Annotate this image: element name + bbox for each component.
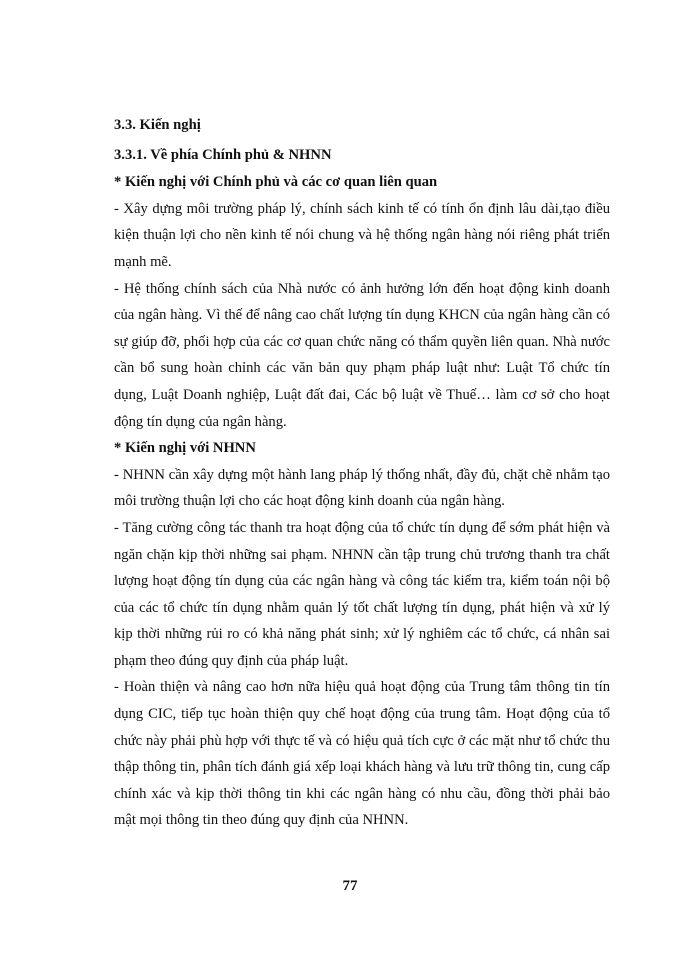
nhnn-paragraph: - Tăng cường công tác thanh tra hoạt động của tổ chức tín dụng để sớm phát hiện và ngăn chặn kịp thời những sai phạm. NHNN cần tập trung chủ trương thanh tra chất lượng hoạt động tín dụng của các ngân hàng và công tác kiểm tra, kiểm toán nội bộ của các tổ chức tín dụng nhằm quản lý tốt chất lượng tín dụng, phát hiện và xử lý kịp thời những rủi ro có khả năng phát sinh; xử lý nghiêm các tổ chức, cá nhân sai phạm theo đúng quy định của pháp luật. — [114, 519, 610, 669]
government-paragraph: - Hệ thống chính sách của Nhà nước có ảnh hưởng lớn đến hoạt động kinh doanh của ngân hàng. Vì thế để nâng cao chất lượng tín dụng KHCN của ngân hàng cần có sự giúp đỡ, phối hợp của các cơ quan chức năng có thẩm quyền liên quan. Nhà nước cần bổ sung hoàn chỉnh các văn bản quy phạm pháp luật như: Luật Tổ chức tín dụng, Luật Doanh nghiệp, Luật đất đai, Các bộ luật về Thuế… làm cơ sở cho hoạt động tín dụng của ngân hàng. — [114, 280, 610, 430]
section-heading: 3.3. Kiến nghị — [114, 117, 201, 133]
page-number: 77 — [342, 878, 358, 894]
page-body — [114, 112, 610, 834]
government-paragraph: - Xây dựng môi trường pháp lý, chính sách kinh tế có tính ổn định lâu dài,tạo điều kiện thuận lợi cho nền kinh tế nói chung và hệ thống ngân hàng nói riêng phát triển mạnh mẽ. — [114, 200, 610, 270]
government-recommendation-heading: * Kiến nghị với Chính phủ và các cơ quan liên quan — [114, 174, 438, 191]
nhnn-paragraph: - NHNN cần xây dựng một hành lang pháp lý thống nhất, đầy đủ, chặt chẽ nhằm tạo môi trường thuận lợi cho các hoạt động kinh doanh của ngân hàng. — [114, 466, 610, 510]
subsection-heading: 3.3.1. Về phía Chính phủ & NHNN — [114, 146, 332, 163]
nhnn-recommendation-heading: * Kiến nghị với NHNN — [114, 440, 256, 457]
nhnn-paragraph: - Hoàn thiện và nâng cao hơn nữa hiệu quả hoạt động của Trung tâm thông tin tín dụng CIC, tiếp tục hoàn thiện quy chế hoạt động của trung tâm. Hoạt động của tổ chức này phải phù hợp với thực tế và có hiệu quả tích cực ở các mặt như tổ chức thu thập thông tin, phân tích đánh giá xếp loại khách hàng và lưu trữ thông tin, cung cấp chính xác và kịp thời thông tin khi các ngân hàng có nhu cầu, đồng thời phải bảo mật mọi thông tin theo đúng quy định của NHNN. — [114, 679, 610, 829]
